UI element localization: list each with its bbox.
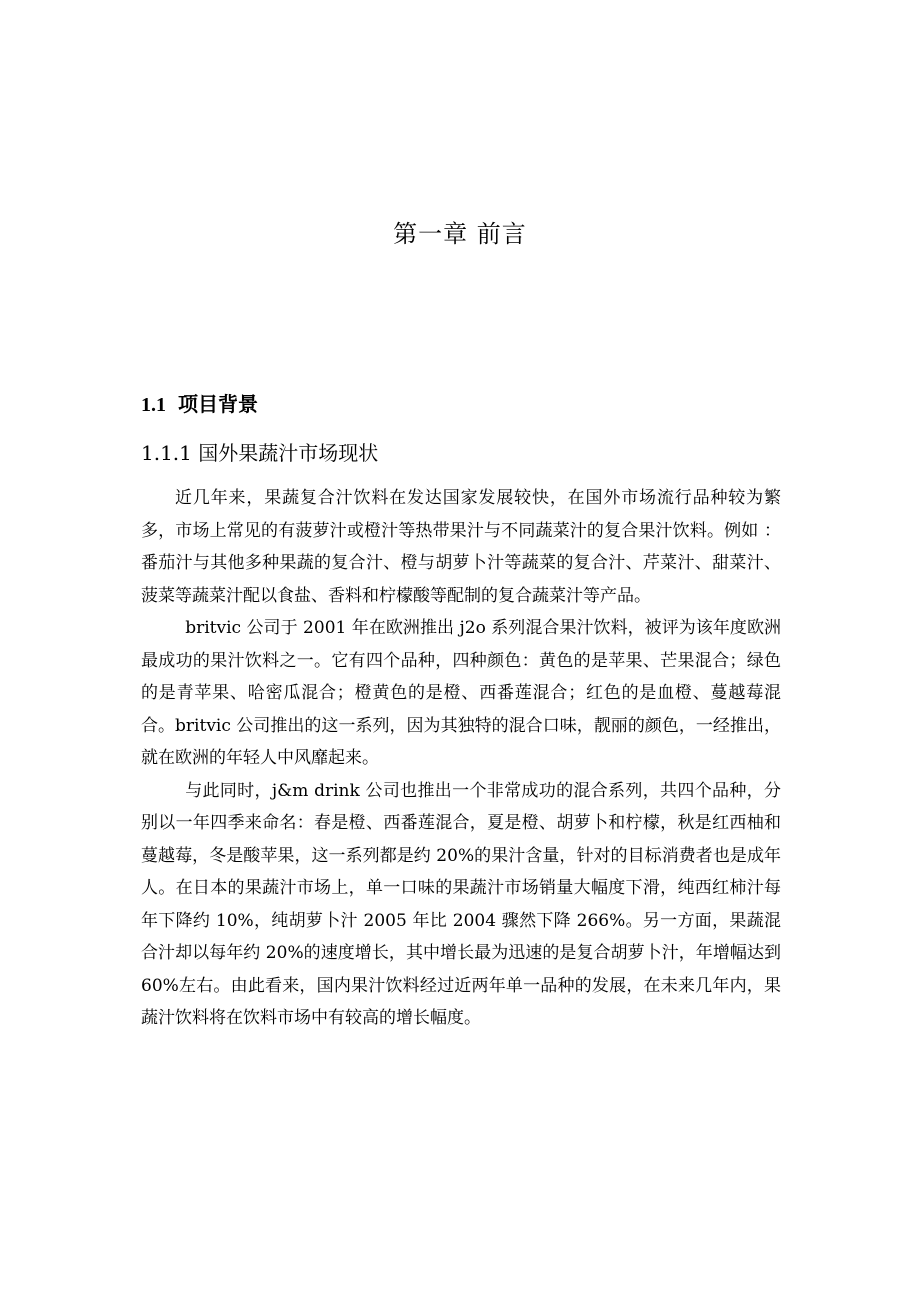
body-text	[141, 482, 781, 1035]
paragraph: 近几年来，果蔬复合汁饮料在发达国家发展较快，在国外市场流行品种较为繁多，市场上常见的有菠萝汁或橙汁等热带果汁与不同蔬菜汁的复合果汁饮料。例如 ：番茄汁与其他多种果蔬的复合汁、橙与胡萝卜汁等蔬菜的复合汁、芹菜汁、甜菜汁、菠菜等蔬菜汁配以食盐、香料和柠檬酸等配制的复合蔬菜汁等产品。	[141, 488, 781, 606]
subsection-heading: 1.1.1 国外果蔬汁市场现状	[141, 441, 379, 465]
section-title: 项目背景	[178, 392, 258, 416]
chapter-title: 第一章 前言	[393, 220, 527, 248]
section-number: 1.1	[141, 394, 166, 416]
paragraph: britvic 公司于 2001 年在欧洲推出 j2o 系列混合果汁饮料，被评为该年度欧洲最成功的果汁饮料之一。它有四个品种，四种颜色：黄色的是苹果、芒果混合；绿色的是青苹果、哈密瓜混合；橙黄色的是橙、西番莲混合；红色的是血橙、蔓越莓混合。britvic 公司推出的这一系列，因为其独特的混合口味，靓丽的颜色，一经推出，就在欧洲的年轻人中风靡起来。	[141, 618, 781, 768]
section-heading	[141, 388, 258, 417]
paragraph: 与此同时，j&m drink 公司也推出一个非常成功的混合系列，共四个品种，分别以一年四季来命名：春是橙、西番莲混合，夏是橙、胡萝卜和柠檬，秋是红西柚和蔓越莓，冬是酸苹果，这一系列都是约 20%的果汁含量，针对的目标消费者也是成年人。在日本的果蔬汁市场上，单一口味的果蔬汁市场销量大幅度下滑，纯西红柿汁每年下降约 10%，纯胡萝卜汁 2005 年比 2004 骤然下降 266%。另一方面，果蔬混合汁却以每年约 20%的速度增长，其中增长最为迅速的是复合胡萝卜汁，年增幅达到 60%左右。由此看来，国内果汁饮料经过近两年单一品种的发展，在未来几年内，果蔬汁饮料将在饮料市场中有较高的增长幅度。	[141, 780, 781, 1028]
